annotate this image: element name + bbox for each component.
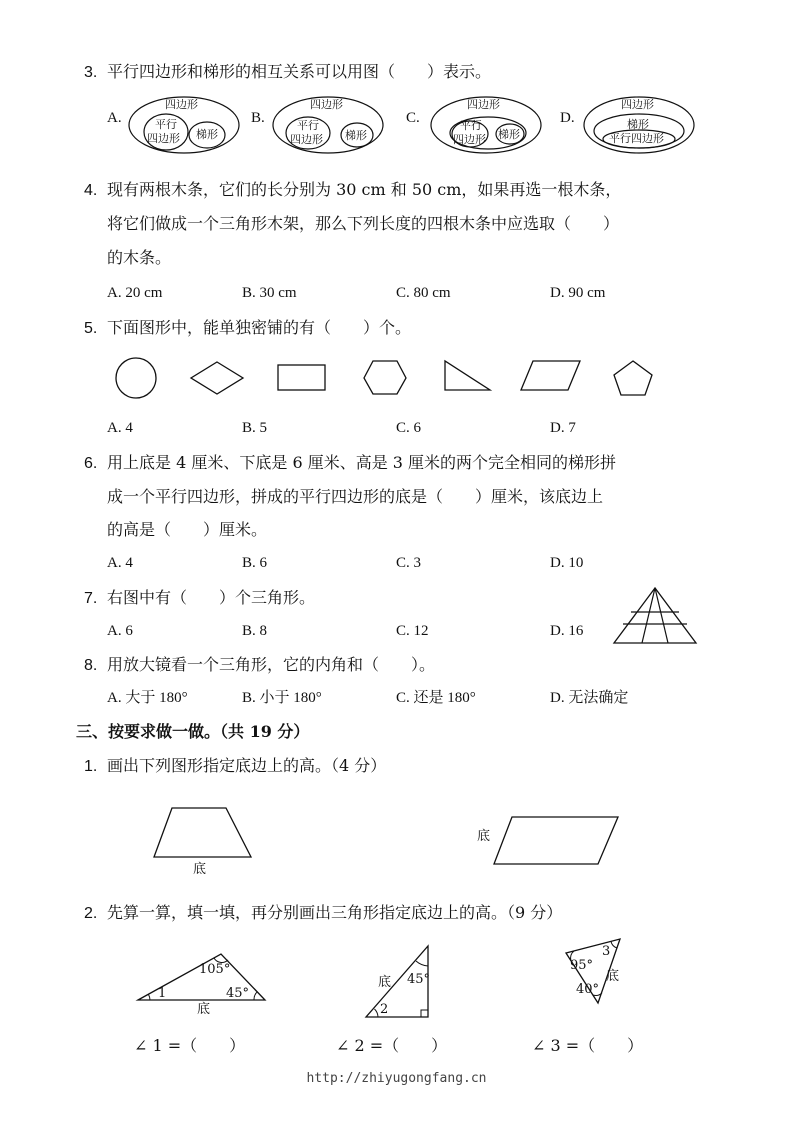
s3-q1-number: 1.: [84, 758, 98, 775]
q8-option-b: B. 小于 180°: [242, 690, 322, 706]
q6-option-c: C. 3: [396, 555, 422, 571]
q3-c-left-label-1: 平行: [460, 119, 482, 132]
s3-q2-answer-angle-2: ∠ 2 =（ ）: [336, 1036, 448, 1055]
q7-number: 7.: [84, 590, 98, 607]
q3-text: 平行四边形和梯形的相互关系可以用图（ ）表示。: [107, 62, 492, 81]
q4-line-3: 的木条。: [107, 248, 172, 267]
s3-q1-text: 画出下列图形指定底边上的高。（4 分）: [107, 756, 387, 775]
q3-option-c-letter: C.: [406, 110, 420, 126]
q8-option-c: C. 还是 180°: [396, 690, 476, 706]
q3-option-b-letter: B.: [251, 110, 265, 126]
q3-a-left-label-1: 平行: [155, 118, 177, 131]
q8-option-a: A. 大于 180°: [107, 690, 188, 706]
q3-a-outer-label: 四边形: [165, 98, 198, 111]
q5-shapes: [114, 356, 674, 402]
q5-right-triangle-shape: [445, 361, 490, 390]
q3-a-left-label-2: 四边形: [147, 132, 180, 145]
q7-option-c: C. 12: [396, 623, 429, 639]
s3-q2-t2-angle-top: 45°: [407, 972, 431, 987]
q5-number: 5.: [84, 320, 98, 337]
q4-option-d: D. 90 cm: [550, 285, 606, 301]
q5-option-b: B. 5: [242, 420, 268, 436]
s3-q2-number: 2.: [84, 905, 98, 922]
s3-q1-parallelogram: [492, 815, 622, 867]
q3-b-outer-label: 四边形: [310, 98, 343, 111]
s3-q2-t1-angle-top: 105°: [199, 962, 231, 977]
s3-q2-t3-angle-95: 95°: [570, 958, 594, 973]
q7-text: 右图中有（ ）个三角形。: [107, 588, 316, 607]
q8-text: 用放大镜看一个三角形，它的内角和（ ）。: [107, 655, 436, 674]
q6-option-b: B. 6: [242, 555, 268, 571]
s3-q1-trapezoid: [150, 806, 260, 860]
q7-option-b: B. 8: [242, 623, 268, 639]
s3-q2-answer-angle-3: ∠ 3 =（ ）: [532, 1036, 644, 1055]
q4-line-2: 将它们做成一个三角形木架，那么下列长度的四根木条中应选取（ ）: [107, 214, 620, 233]
section-3-title: 三、按要求做一做。（共 19 分）: [76, 722, 310, 741]
q3-option-d-letter: D.: [560, 110, 575, 126]
s3-q2-answer-angle-1: ∠ 1 =（ ）: [134, 1036, 246, 1055]
q5-hexagon-shape: [364, 361, 406, 394]
footer-url: http://zhiyugongfang.cn: [306, 1071, 487, 1086]
s3-q2-t2-base-label: 底: [378, 975, 392, 990]
s3-q2-t1-base-label: 底: [197, 1002, 211, 1017]
q3-c-outer-label: 四边形: [467, 98, 500, 111]
q7-option-d: D. 16: [550, 623, 584, 639]
q6-option-a: A. 4: [107, 555, 133, 571]
q6-number: 6.: [84, 455, 98, 472]
q4-option-a: A. 20 cm: [107, 285, 163, 301]
q5-option-a: A. 4: [107, 420, 133, 436]
q5-option-c: C. 6: [396, 420, 422, 436]
q3-a-right-label: 梯形: [196, 128, 218, 141]
q6-line-1: 用上底是 4 厘米、下底是 6 厘米、高是 3 厘米的两个完全相同的梯形拼: [107, 453, 617, 472]
q3-b-left-label-1: 平行: [297, 119, 319, 132]
q5-circle-shape: [116, 358, 156, 398]
s3-q2-t2-angle-2: 2: [380, 1002, 389, 1017]
s3-q2-text: 先算一算，填一填，再分别画出三角形指定底边上的高。（9 分）: [107, 903, 563, 922]
q3-d-middle-label: 梯形: [627, 118, 649, 131]
q5-rhombus-shape: [191, 362, 243, 394]
q3-d-inner-label: 平行四边形: [609, 132, 664, 145]
q3-c-left-label-2: 四边形: [453, 133, 486, 146]
q4-option-c: C. 80 cm: [396, 285, 451, 301]
s3-q1-trapezoid-base-label: 底: [193, 862, 207, 877]
q4-number: 4.: [84, 182, 98, 199]
q5-parallelogram-shape: [521, 361, 580, 390]
q3-c-right-label: 梯形: [498, 128, 520, 141]
q7-triangle-figure: [612, 587, 698, 645]
q6-option-d: D. 10: [550, 555, 584, 571]
q5-rectangle-shape: [278, 365, 325, 390]
q3-d-outer-label: 四边形: [621, 98, 654, 111]
q3-number: 3.: [84, 64, 98, 81]
s3-q1-parallelogram-base-label: 底: [477, 829, 491, 844]
q3-option-a-letter: A.: [107, 110, 122, 126]
q7-option-a: A. 6: [107, 623, 133, 639]
q5-option-d: D. 7: [550, 420, 576, 436]
q6-line-2: 成一个平行四边形，拼成的平行四边形的底是（ ）厘米，该底边上: [107, 487, 604, 506]
q3-b-right-label: 梯形: [345, 129, 367, 142]
s3-q2-t3-angle-3: 3: [602, 944, 611, 959]
q4-line-1: 现有两根木条，它们的长分别为 30 cm 和 50 cm，如果再选一根木条，: [107, 180, 622, 199]
q8-option-d: D. 无法确定: [550, 690, 629, 706]
s3-q2-t3-base-label: 底: [606, 969, 620, 984]
q6-line-3: 的高是（ ）厘米。: [107, 520, 268, 539]
q5-pentagon-shape: [614, 361, 652, 395]
s3-q2-t1-angle-1: 1: [158, 986, 167, 1001]
q8-number: 8.: [84, 657, 98, 674]
q4-option-b: B. 30 cm: [242, 285, 297, 301]
s3-q2-t1-angle-right: 45°: [226, 986, 250, 1001]
q3-b-left-label-2: 四边形: [290, 133, 323, 146]
q5-text: 下面图形中，能单独密铺的有（ ）个。: [107, 318, 412, 337]
s3-q2-t3-angle-40: 40°: [576, 982, 600, 997]
